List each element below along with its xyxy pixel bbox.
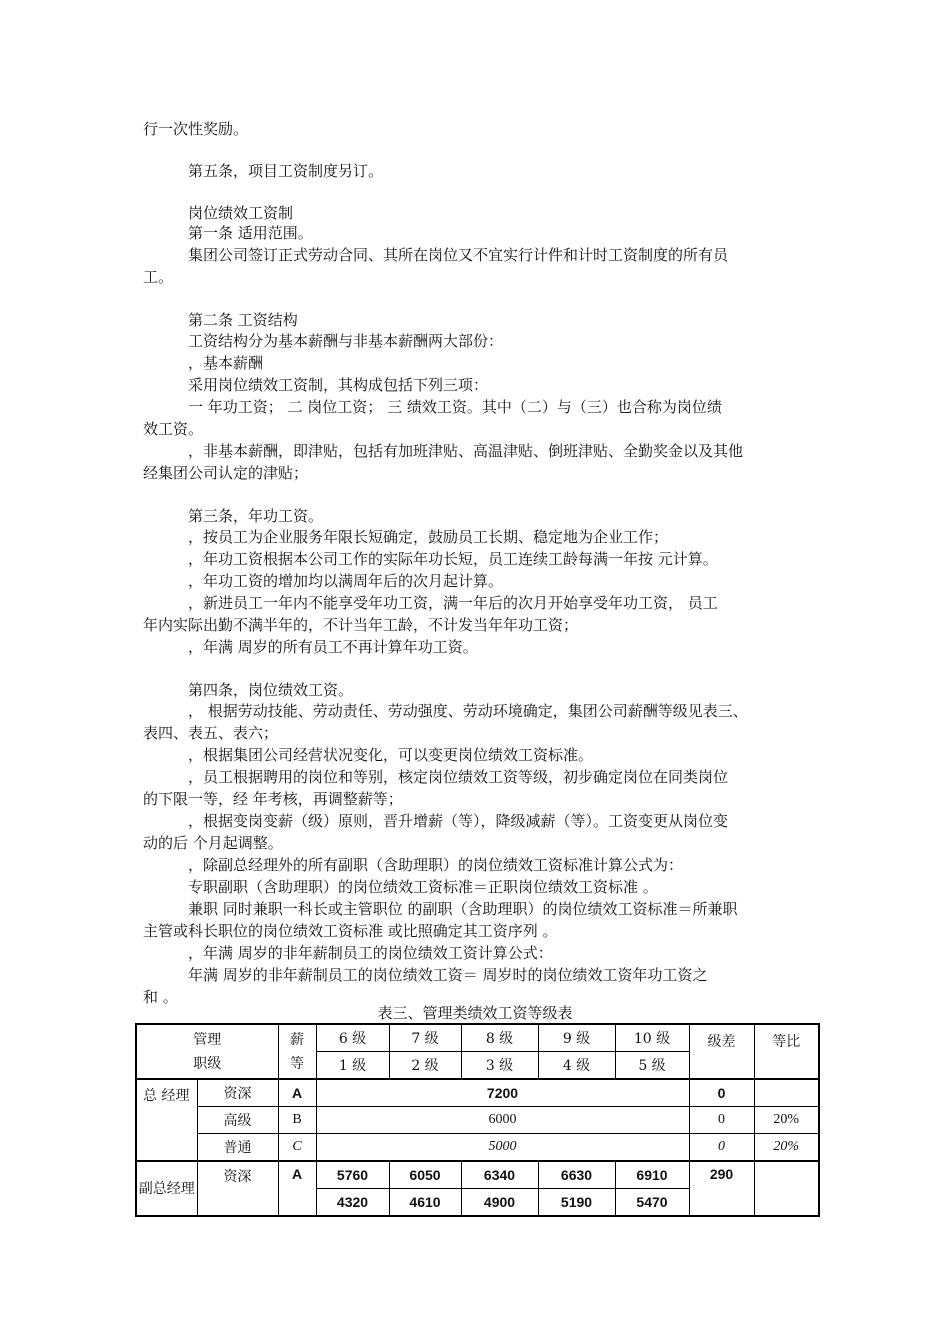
text-line: ，非基本薪酬，即津贴，包括有加班津贴、高温津贴、倒班津贴、全勤奖金以及其他 (188, 442, 744, 460)
header-level: 5 级 (615, 1052, 689, 1080)
code-cell: C (278, 1134, 316, 1162)
header-level: 3 级 (461, 1052, 538, 1080)
text-line: 第四条，岗位绩效工资。 (188, 681, 354, 699)
gm-cell: 总 经理 (136, 1079, 197, 1161)
table-row (136, 1079, 819, 1107)
text-line: 效工资。 (143, 420, 204, 438)
text-line: 动的后 个月起调整。 (143, 834, 283, 852)
text-line: ，根据变岗变薪（级）原则，晋升增薪（等），降级减薪（等）。工资变更从岗位变 (188, 812, 729, 830)
rank-cell: 高级 (197, 1107, 278, 1134)
header-salary-grade: 薪 等 (278, 1024, 316, 1079)
diff-cell: 0 (689, 1079, 754, 1107)
header-level: 4 级 (538, 1052, 615, 1080)
text-line: ，年满 周岁的非年薪制员工的岗位绩效工资计算公式： (188, 944, 553, 962)
table-row (136, 1107, 819, 1134)
text-line: ，年满 周岁的所有员工不再计算年功工资。 (188, 638, 478, 656)
table-row (136, 1024, 819, 1052)
code-cell: A (278, 1161, 316, 1216)
text-line: ，除副总经理外的所有副职（含助理职）的岗位绩效工资标准计算公式为： (188, 856, 684, 874)
text-line: 工。 (143, 268, 174, 286)
value-cell: 6910 (615, 1161, 689, 1189)
ratio-cell (754, 1079, 819, 1107)
text-line: 第二条 工资结构 (188, 311, 298, 329)
table-caption: 表三、管理类绩效工资等级表 (377, 1004, 573, 1022)
text-line: ， 根据劳动技能、劳动责任、劳动强度、劳动环境确定，集团公司薪酬等级见表三、 (188, 702, 748, 720)
header-level: 1 级 (316, 1052, 389, 1080)
text-line: 专职副职（含助理职）的岗位绩效工资标准＝正职岗位绩效工资标准 。 (188, 878, 658, 896)
code-cell: A (278, 1079, 316, 1107)
text-line: 一 年功工资； 二 岗位工资； 三 绩效工资。其中（二）与（三）也合称为岗位绩 (188, 398, 722, 416)
text-line: 第五条，项目工资制度另订。 (188, 162, 384, 180)
value-cell: 6000 (316, 1107, 689, 1134)
text-line: 经集团公司认定的津贴； (143, 464, 309, 482)
text-line: 行一次性奖励。 (143, 120, 249, 138)
value-cell: 4900 (461, 1189, 538, 1217)
text-line: 第三条，年功工资。 (188, 507, 324, 525)
header-ratio: 等比 (754, 1024, 819, 1079)
text-line: ，年功工资根据本公司工作的实际年功长短，员工连续工龄每满一年按 元计算。 (188, 550, 718, 568)
diff-cell: 0 (689, 1107, 754, 1134)
header-level: 2 级 (389, 1052, 461, 1080)
header-grade: 8 级 (461, 1024, 538, 1052)
text-line: 岗位绩效工资制 (188, 204, 294, 222)
text-line: 兼职 同时兼职一科长或主管职位 的副职（含助理职）的岗位绩效工资标准＝所兼职 (188, 900, 738, 918)
code-cell: B (278, 1107, 316, 1134)
value-cell: 7200 (316, 1079, 689, 1107)
text-line: 主管或科长职位的岗位绩效工资标准 或比照确定其工资序列 。 (143, 922, 558, 940)
value-cell: 6050 (389, 1161, 461, 1189)
text-line: ，根据集团公司经营状况变化，可以变更岗位绩效工资标准。 (188, 746, 594, 764)
header-mgmt: 管理 职级 (136, 1024, 278, 1079)
value-cell: 4320 (316, 1189, 389, 1217)
diff-cell: 0 (689, 1134, 754, 1162)
rank-cell: 普通 (197, 1134, 278, 1162)
text-line: ，新进员工一年内不能享受年功工资，满一年后的次月开始享受年功工资， 员工 (188, 594, 718, 612)
table-row (136, 1134, 819, 1162)
value-cell: 6340 (461, 1161, 538, 1189)
text-line: 年内实际出勤不满半年的，不计当年工龄，不计发当年年功工资； (143, 616, 579, 634)
text-line: 的下限一等，经 年考核，再调整薪等； (143, 790, 403, 808)
text-line: ，员工根据聘用的岗位和等别，核定岗位绩效工资等级，初步确定岗位在同类岗位 (188, 768, 729, 786)
rank-cell: 资深 (197, 1161, 278, 1216)
value-cell: 4610 (389, 1189, 461, 1217)
grade-table (135, 1023, 820, 1217)
ratio-cell (754, 1161, 819, 1216)
header-grade: 6 级 (316, 1024, 389, 1052)
text-line: 和 。 (143, 988, 178, 1006)
text-line: 工资结构分为基本薪酬与非基本薪酬两大部份： (188, 332, 504, 350)
value-cell: 6630 (538, 1161, 615, 1189)
rank-cell: 资深 (197, 1079, 278, 1107)
text-line: 采用岗位绩效工资制，其构成包括下列三项： (188, 376, 489, 394)
header-grade: 9 级 (538, 1024, 615, 1052)
table-row (136, 1161, 819, 1189)
value-cell: 5470 (615, 1189, 689, 1217)
value-cell: 5000 (316, 1134, 689, 1162)
text-line: 年满 周岁的非年薪制员工的岗位绩效工资＝ 周岁时的岗位绩效工资年功工资之 (188, 966, 708, 984)
ratio-cell: 20% (754, 1134, 819, 1162)
value-cell: 5760 (316, 1161, 389, 1189)
ratio-cell: 20% (754, 1107, 819, 1134)
text-line: 第一条 适用范围。 (188, 224, 313, 242)
diff-cell: 290 (689, 1161, 754, 1216)
vgm-cell: 副总经理 (136, 1161, 197, 1216)
header-grade: 7 级 (389, 1024, 461, 1052)
text-line: ，年功工资的增加均以满周年后的次月起计算。 (188, 572, 504, 590)
value-cell: 5190 (538, 1189, 615, 1217)
text-line: ，基本薪酬 (188, 354, 264, 372)
text-line: ，按员工为企业服务年限长短确定，鼓励员工长期、稳定地为企业工作； (188, 528, 669, 546)
text-line: 表四、表五、表六； (143, 724, 279, 742)
header-grade: 10 级 (615, 1024, 689, 1052)
text-line: 集团公司签订正式劳动合同、其所在岗位又不宜实行计件和计时工资制度的所有员 (188, 246, 729, 264)
header-diff: 级差 (689, 1024, 754, 1079)
